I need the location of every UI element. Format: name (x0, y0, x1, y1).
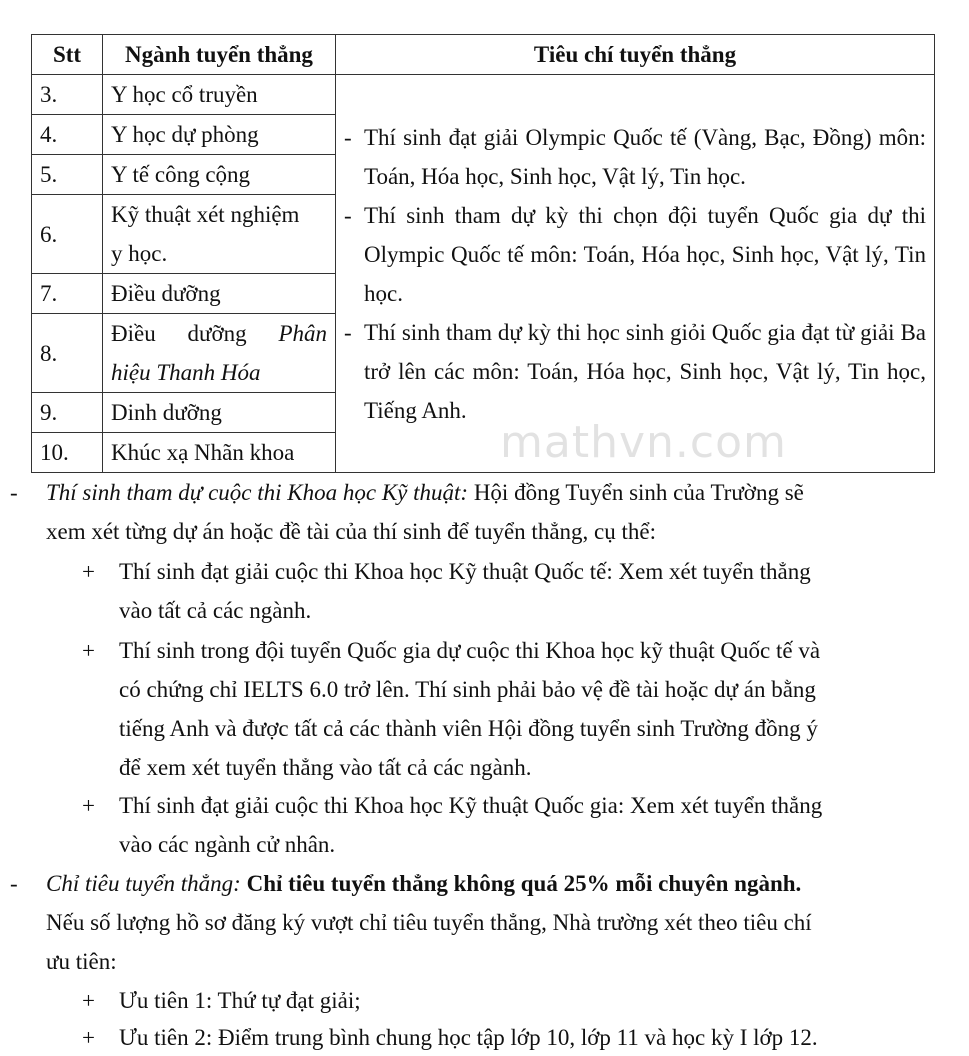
row-major: Y học dự phòng (103, 115, 336, 155)
science-fair-item: tiếng Anh và được tất cả các thành viên Hội đồng tuyển sinh Trường đồng ý (119, 716, 818, 741)
criteria-item: - Thí sinh tham dự kỳ thi học sinh giỏi Quốc gia đạt từ giải Ba trở lên các môn: Toán, Hóa học, Sinh học, Vật lý, Tin học, Tiếng Anh. (344, 313, 926, 430)
row-major-line1: Điều dưỡng Phân (103, 314, 336, 354)
criteria-text: Thí sinh tham dự kỳ thi học sinh giỏi Quốc gia đạt từ giải Ba trở lên các môn: Toán, Hóa học, Sinh học, Vật lý, Tin học, Tiếng Anh. (364, 319, 926, 423)
priority-item: Ưu tiên 1: Thứ tự đạt giải; (119, 988, 361, 1013)
criteria-item: - Thí sinh đạt giải Olympic Quốc tế (Vàng, Bạc, Đồng) môn: Toán, Hóa học, Sinh học, Vật lý, Tin học. (344, 118, 926, 196)
criteria-item: - Thí sinh tham dự kỳ thi chọn đội tuyển Quốc gia dự thi Olympic Quốc tế môn: Toán, Hóa học, Sinh học, Vật lý, Tin học. (344, 196, 926, 313)
row-major: Khúc xạ Nhãn khoa (103, 433, 336, 473)
quota-line1: Chỉ tiêu tuyển thẳng: Chỉ tiêu tuyển thẳng không quá 25% mỗi chuyên ngành. (46, 871, 802, 896)
row-stt: 9. (32, 393, 103, 433)
criteria-cell (336, 75, 935, 473)
col-header-criteria: Tiêu chí tuyển thẳng (336, 35, 935, 75)
table-header-row (32, 35, 935, 75)
science-fair-item: Thí sinh đạt giải cuộc thi Khoa học Kỹ thuật Quốc tế: Xem xét tuyển thẳng (119, 559, 811, 584)
col-header-stt: Stt (32, 35, 103, 75)
row-stt: 5. (32, 155, 103, 195)
row-major: Y tế công cộng (103, 155, 336, 195)
criteria-text: Thí sinh tham dự kỳ thi chọn đội tuyển Quốc gia dự thi Olympic Quốc tế môn: Toán, Hóa học, Sinh học, Vật lý, Tin học. (364, 202, 926, 306)
science-fair-item: Thí sinh trong đội tuyển Quốc gia dự cuộc thi Khoa học kỹ thuật Quốc tế và (119, 638, 821, 663)
science-fair-item: vào tất cả các ngành. (119, 598, 312, 623)
col-header-major: Ngành tuyển thẳng (103, 35, 336, 75)
row-major: Dinh dưỡng (103, 393, 336, 433)
admission-criteria-table (31, 34, 935, 473)
row-stt: 10. (32, 433, 103, 473)
row-major-line1: Kỹ thuật xét nghiệm (103, 195, 336, 235)
row-stt: 6. (32, 195, 103, 274)
row-stt: 7. (32, 274, 103, 314)
criteria-text: Thí sinh đạt giải Olympic Quốc tế (Vàng, Bạc, Đồng) môn: Toán, Hóa học, Sinh học, Vật lý, Tin học. (364, 124, 926, 189)
row-major: Y học cổ truyền (103, 75, 336, 115)
science-fair-item: có chứng chỉ IELTS 6.0 trở lên. Thí sinh phải bảo vệ đề tài hoặc dự án bằng (119, 677, 816, 702)
row-stt: 8. (32, 314, 103, 393)
table-row (32, 75, 935, 115)
row-major-line2: hiệu Thanh Hóa (103, 353, 336, 393)
quota-line2: Nếu số lượng hồ sơ đăng ký vượt chỉ tiêu tuyển thẳng, Nhà trường xét theo tiêu chí (46, 910, 812, 935)
row-stt: 4. (32, 115, 103, 155)
science-fair-intro: Thí sinh tham dự cuộc thi Khoa học Kỹ thuật: Hội đồng Tuyển sinh của Trường sẽ (46, 480, 804, 505)
priority-item: Ưu tiên 2: Điểm trung bình chung học tập lớp 10, lớp 11 và học kỳ I lớp 12. (119, 1025, 818, 1050)
row-major: Điều dưỡng (103, 274, 336, 314)
science-fair-item: Thí sinh đạt giải cuộc thi Khoa học Kỹ thuật Quốc gia: Xem xét tuyển thẳng (119, 793, 823, 818)
row-major-line2: y học. (103, 234, 336, 274)
quota-line3: ưu tiên: (46, 949, 117, 974)
science-fair-item: vào các ngành cử nhân. (119, 832, 336, 857)
science-fair-intro-line2: xem xét từng dự án hoặc đề tài của thí sinh để tuyển thẳng, cụ thể: (46, 519, 656, 544)
science-fair-item: để xem xét tuyển thẳng vào tất cả các ngành. (119, 755, 532, 780)
watermark: mathvn.com (500, 417, 787, 468)
row-stt: 3. (32, 75, 103, 115)
